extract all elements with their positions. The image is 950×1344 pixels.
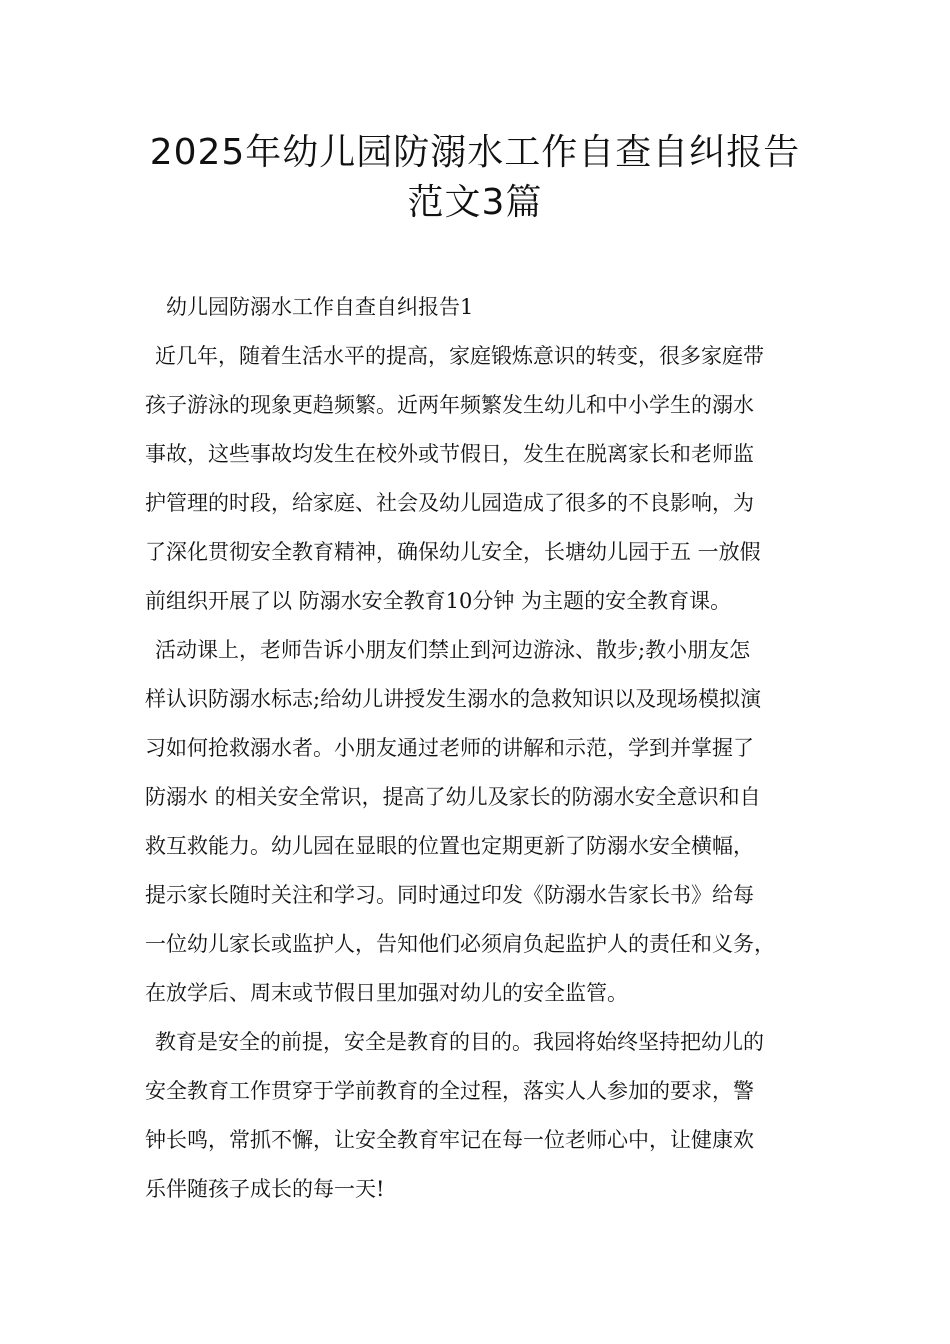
- paragraph-line: 救互救能力。幼儿园在显眼的位置也定期更新了防溺水安全横幅，: [145, 834, 754, 858]
- paragraph-line: 一位幼儿家长或监护人，告知他们必须肩负起监护人的责任和义务，: [145, 932, 775, 956]
- section-heading: 幼儿园防溺水工作自查自纠报告1: [166, 295, 474, 319]
- paragraph-line: 防溺水 的相关安全常识，提高了幼儿及家长的防溺水安全意识和自: [145, 785, 761, 809]
- paragraph-line: 近几年，随着生活水平的提高，家庭锻炼意识的转变，很多家庭带: [155, 344, 764, 368]
- paragraph-line: 习如何抢救溺水者。小朋友通过老师的讲解和示范，学到并掌握了: [145, 736, 754, 760]
- paragraph-line: 乐伴随孩子成长的每一天!: [145, 1177, 385, 1201]
- paragraph-line: 活动课上，老师告诉小朋友们禁止到河边游泳、散步;教小朋友怎: [155, 638, 751, 662]
- paragraph-line: 安全教育工作贯穿于学前教育的全过程，落实人人参加的要求，警: [145, 1079, 754, 1103]
- title-line: 2025年幼儿园防溺水工作自查自纠报告: [149, 132, 801, 173]
- paragraph-line: 提示家长随时关注和学习。同时通过印发《防溺水告家长书》给每: [145, 883, 754, 907]
- paragraph-line: 护管理的时段，给家庭、社会及幼儿园造成了很多的不良影响，为: [145, 491, 754, 515]
- paragraph-line: 了深化贯彻安全教育精神，确保幼儿安全，长塘幼儿园于五 一放假: [145, 540, 761, 564]
- paragraph-line: 前组织开展了以 防溺水安全教育10分钟 为主题的安全教育课。: [145, 589, 732, 613]
- paragraph-line: 钟长鸣，常抓不懈，让安全教育牢记在每一位老师心中，让健康欢: [145, 1128, 754, 1152]
- paragraph-line: 样认识防溺水标志;给幼儿讲授发生溺水的急救知识以及现场模拟演: [145, 687, 762, 711]
- paragraph-line: 在放学后、周末或节假日里加强对幼儿的安全监管。: [145, 981, 628, 1005]
- document-title: [100, 128, 850, 228]
- paragraph-line: 孩子游泳的现象更趋频繁。近两年频繁发生幼儿和中小学生的溺水: [145, 393, 754, 417]
- paragraph-line: 事故，这些事故均发生在校外或节假日，发生在脱离家长和老师监: [145, 442, 754, 466]
- title-line: 范文3篇: [407, 182, 543, 223]
- document-body: [145, 283, 825, 1214]
- paragraph-line: 教育是安全的前提，安全是教育的目的。我园将始终坚持把幼儿的: [155, 1030, 764, 1054]
